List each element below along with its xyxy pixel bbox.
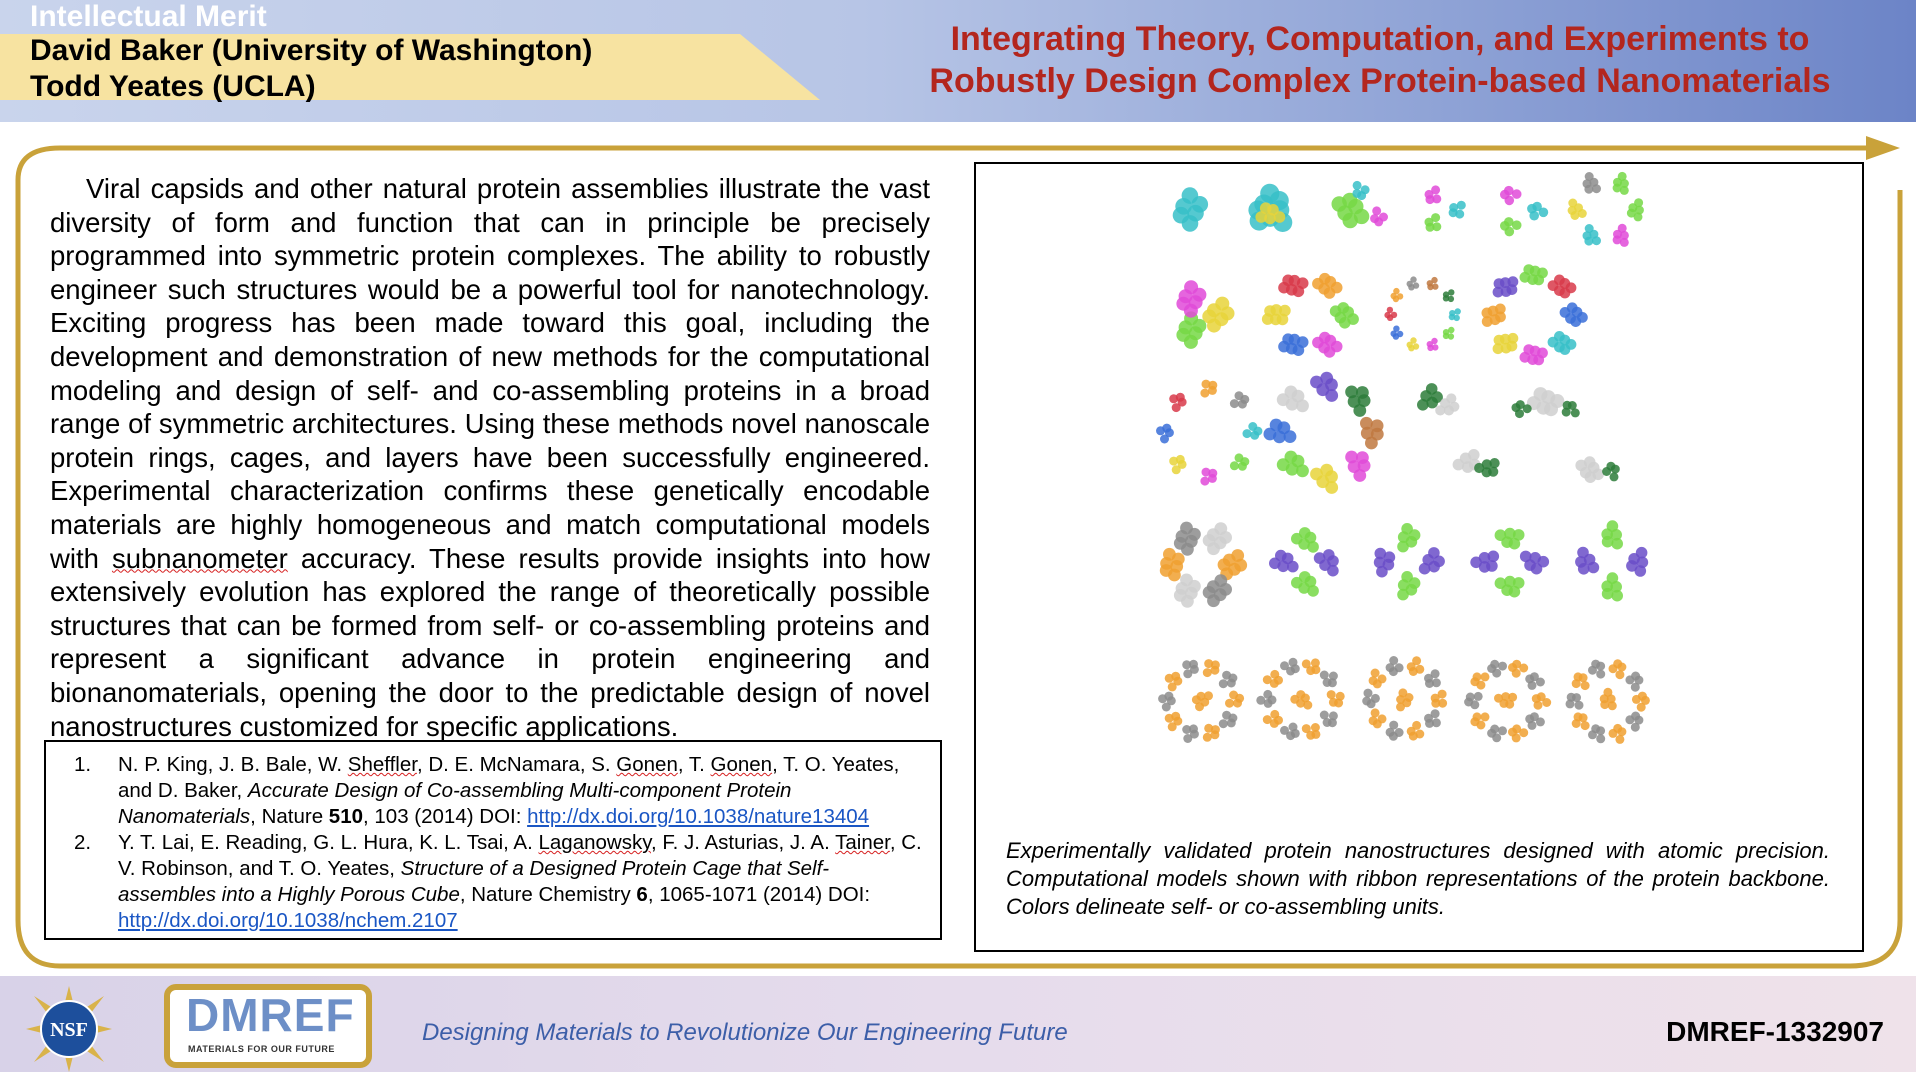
body-text-flagged-word: subnanometer bbox=[111, 542, 288, 574]
protein-unit bbox=[1625, 712, 1643, 732]
title-line-2: Robustly Design Complex Protein-based Nanomaterials bbox=[929, 62, 1831, 100]
protein-unit bbox=[1487, 660, 1507, 678]
protein-unit bbox=[1225, 691, 1244, 708]
reference-title: Structure of a Designed Protein Cage that Self-assembles into a Highly Porous Cube bbox=[118, 857, 830, 906]
protein-unit bbox=[1407, 721, 1425, 741]
protein-structures-figure bbox=[1150, 170, 1750, 790]
dmref-logo-subtitle: MATERIALS FOR OUR FUTURE bbox=[188, 1044, 335, 1054]
protein-unit bbox=[1508, 724, 1528, 742]
author-baker: David Baker (University of Washington) bbox=[30, 34, 593, 67]
protein-unit bbox=[1527, 202, 1548, 221]
protein-unit bbox=[1575, 456, 1604, 483]
protein-unit bbox=[1562, 401, 1580, 418]
reference-item bbox=[60, 830, 926, 934]
protein-unit bbox=[1165, 672, 1183, 692]
protein-unit bbox=[1264, 419, 1297, 444]
reference-item bbox=[60, 752, 926, 830]
protein-unit bbox=[1374, 548, 1395, 578]
protein-unit bbox=[1600, 688, 1617, 711]
protein-unit bbox=[1583, 224, 1602, 246]
protein-unit bbox=[1203, 724, 1220, 742]
protein-unit bbox=[1609, 659, 1627, 679]
protein-unit bbox=[1169, 393, 1186, 412]
protein-unit bbox=[1312, 332, 1342, 358]
protein-unit bbox=[1263, 710, 1283, 728]
protein-unit bbox=[1278, 275, 1308, 298]
reference-author-name: Sheffler bbox=[347, 753, 417, 776]
reference-author-name: Gonen bbox=[710, 753, 773, 776]
protein-unit bbox=[1500, 186, 1522, 205]
protein-unit bbox=[1352, 181, 1369, 200]
protein-unit bbox=[1464, 692, 1483, 709]
reference-doi-link[interactable]: http://dx.doi.org/10.1038/nchem.2107 bbox=[118, 909, 458, 932]
reference-number: 2. bbox=[74, 831, 92, 854]
protein-unit bbox=[1627, 198, 1644, 221]
protein-unit bbox=[1360, 417, 1384, 449]
protein-unit bbox=[1290, 690, 1312, 710]
section-label: Intellectual Merit bbox=[30, 0, 267, 33]
protein-unit bbox=[1602, 462, 1620, 482]
protein-unit bbox=[1362, 689, 1380, 709]
title-line-1: Integrating Theory, Computation, and Experiments to bbox=[950, 20, 1810, 58]
award-number: DMREF-1332907 bbox=[1666, 1016, 1884, 1047]
protein-unit bbox=[1165, 712, 1183, 732]
protein-unit bbox=[1156, 424, 1174, 444]
protein-unit bbox=[1192, 691, 1213, 711]
protein-unit bbox=[1302, 723, 1321, 740]
protein-unit bbox=[1277, 386, 1309, 413]
reference-authors: , F. J. Asturias, J. A. bbox=[650, 831, 836, 854]
protein-unit bbox=[1532, 692, 1551, 709]
protein-unit bbox=[1588, 724, 1605, 743]
protein-unit bbox=[1520, 264, 1548, 285]
protein-unit bbox=[1487, 725, 1507, 743]
protein-unit bbox=[1269, 550, 1299, 573]
protein-unit bbox=[1493, 276, 1519, 297]
protein-unit bbox=[1508, 660, 1528, 678]
protein-unit bbox=[1174, 522, 1201, 556]
protein-unit bbox=[1449, 308, 1461, 321]
protein-unit bbox=[1345, 451, 1370, 482]
protein-unit bbox=[1427, 338, 1439, 351]
protein-unit bbox=[1277, 451, 1309, 478]
slide-title bbox=[880, 18, 1880, 102]
dmref-logo-text: DMREF bbox=[186, 989, 355, 1041]
protein-unit bbox=[1391, 288, 1404, 302]
protein-unit bbox=[1470, 712, 1489, 729]
protein-unit bbox=[1397, 523, 1420, 552]
protein-unit bbox=[1470, 551, 1499, 573]
protein-unit bbox=[1369, 669, 1387, 689]
protein-unit bbox=[1520, 551, 1549, 575]
protein-unit bbox=[1230, 391, 1249, 408]
protein-unit bbox=[1601, 572, 1623, 601]
protein-unit bbox=[1386, 721, 1404, 741]
protein-unit bbox=[1625, 672, 1643, 692]
protein-unit bbox=[1327, 690, 1345, 707]
protein-unit bbox=[1425, 213, 1442, 232]
protein-unit bbox=[1391, 326, 1404, 340]
protein-unit bbox=[1609, 724, 1627, 744]
protein-unit bbox=[1407, 656, 1425, 676]
protein-unit bbox=[1449, 201, 1466, 219]
protein-unit bbox=[1158, 692, 1176, 712]
protein-unit bbox=[1173, 187, 1208, 231]
protein-unit bbox=[1495, 576, 1525, 598]
protein-unit bbox=[1525, 712, 1545, 730]
protein-unit bbox=[1280, 723, 1300, 741]
protein-unit bbox=[1219, 711, 1238, 729]
protein-unit bbox=[1396, 688, 1414, 711]
protein-unit bbox=[1278, 333, 1308, 356]
reference-number: 1. bbox=[74, 753, 92, 776]
protein-unit bbox=[1443, 289, 1455, 302]
protein-unit bbox=[1230, 453, 1249, 470]
protein-unit bbox=[1397, 571, 1420, 600]
protein-unit bbox=[1302, 658, 1321, 675]
references-box bbox=[44, 740, 942, 940]
protein-unit bbox=[1160, 548, 1185, 582]
figure-caption: Experimentally validated protein nanostructures designed with atomic precision. Computational models shown with ribbon representations of the protein backbone. Colors delineate self- or co-assembling units. bbox=[1006, 838, 1830, 919]
protein-unit bbox=[1330, 302, 1359, 329]
protein-unit bbox=[1262, 304, 1291, 325]
protein-unit bbox=[1176, 280, 1206, 318]
protein-unit bbox=[1386, 656, 1404, 676]
protein-unit bbox=[1568, 199, 1587, 221]
protein-unit bbox=[1203, 659, 1220, 677]
protein-unit bbox=[1494, 692, 1517, 709]
protein-unit bbox=[1527, 387, 1564, 416]
protein-unit bbox=[1520, 344, 1548, 365]
protein-unit bbox=[1572, 712, 1590, 730]
reference-doi-link[interactable]: http://dx.doi.org/10.1038/nature13404 bbox=[527, 805, 870, 828]
protein-unit bbox=[1263, 670, 1283, 688]
reference-pages: , 1065-1071 (2014) DOI: bbox=[647, 883, 871, 906]
protein-unit bbox=[1219, 671, 1238, 689]
protein-unit bbox=[1626, 547, 1648, 577]
reference-authors: Y. T. Lai, E. Reading, G. L. Hura, K. L. Tsai, A. bbox=[118, 831, 539, 854]
reference-authors: , T. bbox=[677, 753, 711, 776]
protein-unit bbox=[1548, 275, 1577, 299]
protein-unit bbox=[1182, 724, 1199, 743]
reference-volume: 510 bbox=[328, 805, 364, 828]
protein-unit bbox=[1575, 547, 1599, 575]
protein-unit bbox=[1200, 468, 1217, 486]
protein-unit bbox=[1632, 692, 1650, 712]
reference-author-name: Laganowsky bbox=[538, 831, 651, 854]
protein-unit bbox=[1320, 671, 1338, 688]
protein-unit bbox=[1407, 337, 1420, 351]
protein-unit bbox=[1431, 690, 1447, 708]
protein-unit bbox=[1345, 386, 1370, 417]
protein-unit bbox=[1425, 185, 1442, 204]
protein-unit bbox=[1407, 276, 1420, 290]
body-paragraph bbox=[50, 172, 930, 743]
protein-unit bbox=[1280, 658, 1300, 676]
protein-unit bbox=[1525, 672, 1545, 690]
reference-authors: , C. V. Robinson, and T. O. Yeates, bbox=[118, 831, 922, 880]
nsf-logo bbox=[24, 984, 114, 1074]
protein-unit bbox=[1312, 273, 1342, 299]
protein-unit bbox=[1572, 672, 1590, 690]
protein-unit bbox=[1424, 669, 1441, 688]
protein-unit bbox=[1495, 528, 1525, 550]
reference-author-name: Gonen bbox=[616, 753, 678, 776]
protein-unit bbox=[1291, 527, 1319, 553]
protein-unit bbox=[1613, 172, 1629, 195]
protein-unit bbox=[1310, 372, 1338, 402]
protein-unit bbox=[1243, 422, 1263, 440]
reference-journal: , Nature Chemistry bbox=[459, 883, 637, 906]
protein-unit bbox=[1588, 660, 1605, 679]
reference-volume: 6 bbox=[636, 883, 648, 906]
nsf-logo-text: NSF bbox=[50, 1019, 88, 1041]
reference-author-name: Tainer bbox=[835, 831, 890, 854]
reference-journal: , Nature bbox=[250, 805, 329, 828]
protein-unit bbox=[1583, 172, 1602, 194]
protein-unit bbox=[1314, 549, 1339, 576]
protein-unit bbox=[1500, 217, 1522, 236]
protein-unit bbox=[1169, 455, 1186, 474]
protein-unit bbox=[1182, 660, 1199, 679]
reference-title: Accurate Design of Co-assembling Multi-component Protein Nanomaterials bbox=[118, 779, 792, 828]
protein-unit bbox=[1310, 464, 1338, 494]
protein-unit bbox=[1384, 307, 1397, 321]
protein-unit bbox=[1203, 522, 1232, 555]
protein-unit bbox=[1369, 708, 1387, 728]
protein-unit bbox=[1470, 672, 1489, 689]
reference-authors: , D. E. McNamara, S. bbox=[416, 753, 617, 776]
protein-unit bbox=[1482, 304, 1506, 327]
protein-unit bbox=[1419, 547, 1445, 574]
protein-unit bbox=[1443, 327, 1455, 340]
protein-unit bbox=[1427, 277, 1439, 290]
protein-unit bbox=[1370, 206, 1388, 226]
protein-unit bbox=[1493, 333, 1519, 354]
protein-unit bbox=[1560, 302, 1588, 327]
protein-unit bbox=[1613, 224, 1629, 247]
reference-authors: , T. O. Yeates, and D. Baker, bbox=[118, 753, 900, 802]
protein-unit bbox=[1566, 693, 1584, 710]
body-text-2: accuracy. These results provide insights into how extensively evolution has explored the range of theoretically possible structures that can be formed from self- or co-assembling proteins and represent a significant advance in protein engineering and bionanomaterials, opening the door to the predictable design of novel nanostructures customized for specific applications. bbox=[50, 542, 930, 742]
protein-unit bbox=[1548, 331, 1577, 355]
reference-authors: N. P. King, J. B. Bale, W. bbox=[118, 753, 348, 776]
protein-unit bbox=[1256, 690, 1276, 708]
reference-pages: , 103 (2014) DOI: bbox=[363, 805, 528, 828]
protein-unit bbox=[1200, 380, 1217, 398]
body-text-1: Viral capsids and other natural protein assemblies illustrate the vast diversity of form and function that can in principle be precisely programmed into symmetric protein complexes. The ability to robustly engineer such structures would be a powerful tool for nanotechnology. Exciting progress has been made toward this goal, including the development and demonstration of new methods for the computational modeling and design of self- and co-assembling proteins in a broad range of symmetric architectures. Using these methods novel nanoscale protein rings, cages, and layers have been successfully engineered. Experimental characterization confirms these genetically encodable materials are highly homogeneous and match computational models with bbox=[50, 173, 930, 574]
protein-unit bbox=[1291, 571, 1319, 597]
footer-slogan: Designing Materials to Revolutionize Our Engineering Future bbox=[422, 1019, 1068, 1046]
protein-unit bbox=[1424, 709, 1441, 728]
author-yeates: Todd Yeates (UCLA) bbox=[30, 70, 316, 103]
protein-unit bbox=[1320, 711, 1338, 728]
protein-unit bbox=[1202, 297, 1234, 333]
protein-unit bbox=[1601, 520, 1623, 549]
